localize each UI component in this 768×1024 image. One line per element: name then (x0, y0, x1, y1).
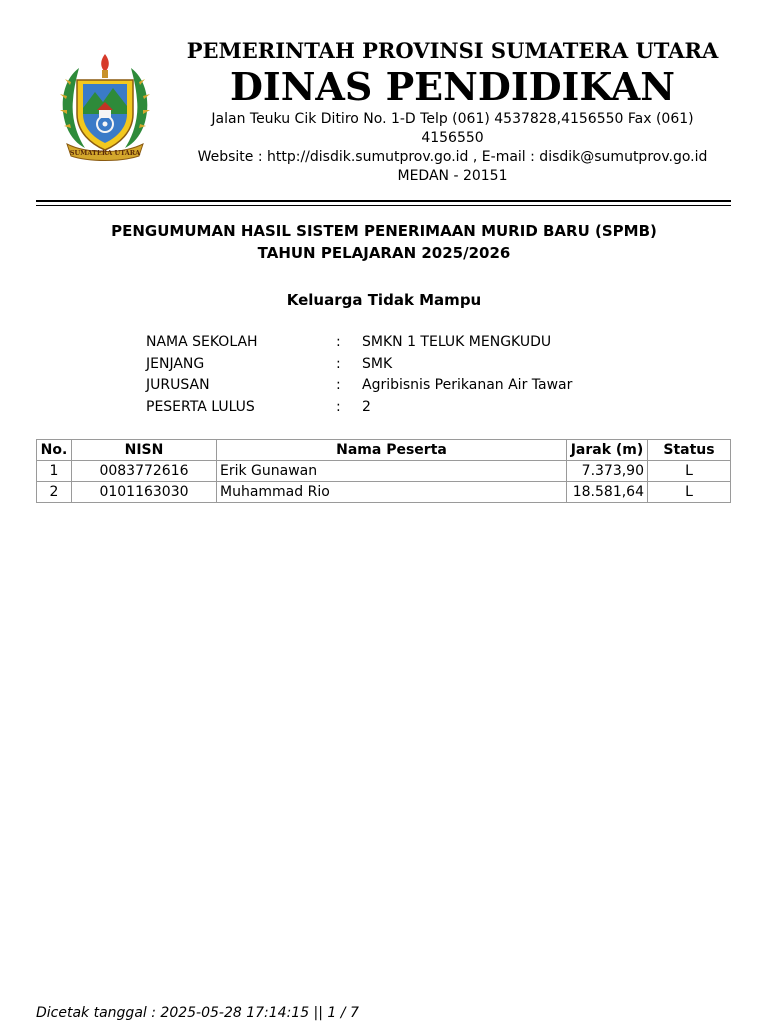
cell-name: Erik Gunawan (217, 461, 567, 482)
announcement-title (0, 220, 768, 264)
cell-no: 1 (37, 461, 72, 482)
info-separator: : (336, 398, 341, 415)
address-line-2: Website : http://disdik.sumutprov.go.id , E-mail : disdik@sumutprov.go.id (197, 149, 708, 165)
address-line-1: Jalan Teuku Cik Ditiro No. 1-D Telp (061) 4537828,4156550 Fax (061) 4156550 (211, 111, 694, 146)
letterhead-divider-thin (36, 205, 731, 206)
info-separator: : (336, 355, 341, 372)
logo-ribbon-text: SUMATERA UTARA (69, 149, 141, 157)
table-row (37, 482, 731, 503)
letterhead-divider-thick (36, 200, 731, 202)
cell-status: L (648, 482, 731, 503)
info-label: NAMA SEKOLAH (146, 334, 258, 350)
admission-category: Keluarga Tidak Mampu (286, 291, 482, 309)
info-value: Agribisnis Perikanan Air Tawar (362, 377, 573, 393)
info-value: 2 (362, 398, 371, 415)
results-table (36, 439, 731, 503)
cell-nisn: 0083772616 (72, 461, 217, 482)
sumut-province-emblem (57, 52, 153, 164)
header-no: No. (37, 440, 72, 461)
print-timestamp-footer: Dicetak tanggal : 2025-05-28 17:14:15 || 1 / 7 (36, 1005, 359, 1021)
announcement-title-line-2: TAHUN PELAJARAN 2025/2026 (257, 244, 511, 262)
info-label: JENJANG (146, 355, 205, 372)
cell-nisn: 0101163030 (72, 482, 217, 503)
info-row-major (146, 375, 572, 397)
info-value: SMK (362, 355, 393, 372)
info-row-level (146, 354, 572, 376)
cell-name: Muhammad Rio (217, 482, 567, 503)
address-line-3: MEDAN - 20151 (397, 168, 508, 184)
government-name: PEMERINTAH PROVINSI SUMATERA UTARA (186, 38, 719, 63)
info-row-school (146, 332, 572, 354)
letterhead (185, 38, 720, 186)
table-row (37, 461, 731, 482)
announcement-title-line-1: PENGUMUMAN HASIL SISTEM PENERIMAAN MURID BARU (SPMB) (111, 222, 657, 240)
cell-distance: 18.581,64 (567, 482, 648, 503)
info-value: SMKN 1 TELUK MENGKUDU (362, 334, 552, 350)
cell-no: 2 (37, 482, 72, 503)
header-distance: Jarak (m) (567, 440, 648, 461)
info-label: JURUSAN (146, 377, 210, 393)
header-status: Status (648, 440, 731, 461)
info-separator: : (336, 377, 341, 393)
info-separator: : (336, 334, 341, 350)
info-row-passed (146, 397, 572, 419)
school-info (146, 332, 572, 418)
cell-distance: 7.373,90 (567, 461, 648, 482)
info-label: PESERTA LULUS (146, 398, 255, 415)
table-header-row (37, 440, 731, 461)
header-name: Nama Peserta (217, 440, 567, 461)
header-nisn: NISN (72, 440, 217, 461)
cell-status: L (648, 461, 731, 482)
department-name: DINAS PENDIDIKAN (229, 64, 676, 109)
